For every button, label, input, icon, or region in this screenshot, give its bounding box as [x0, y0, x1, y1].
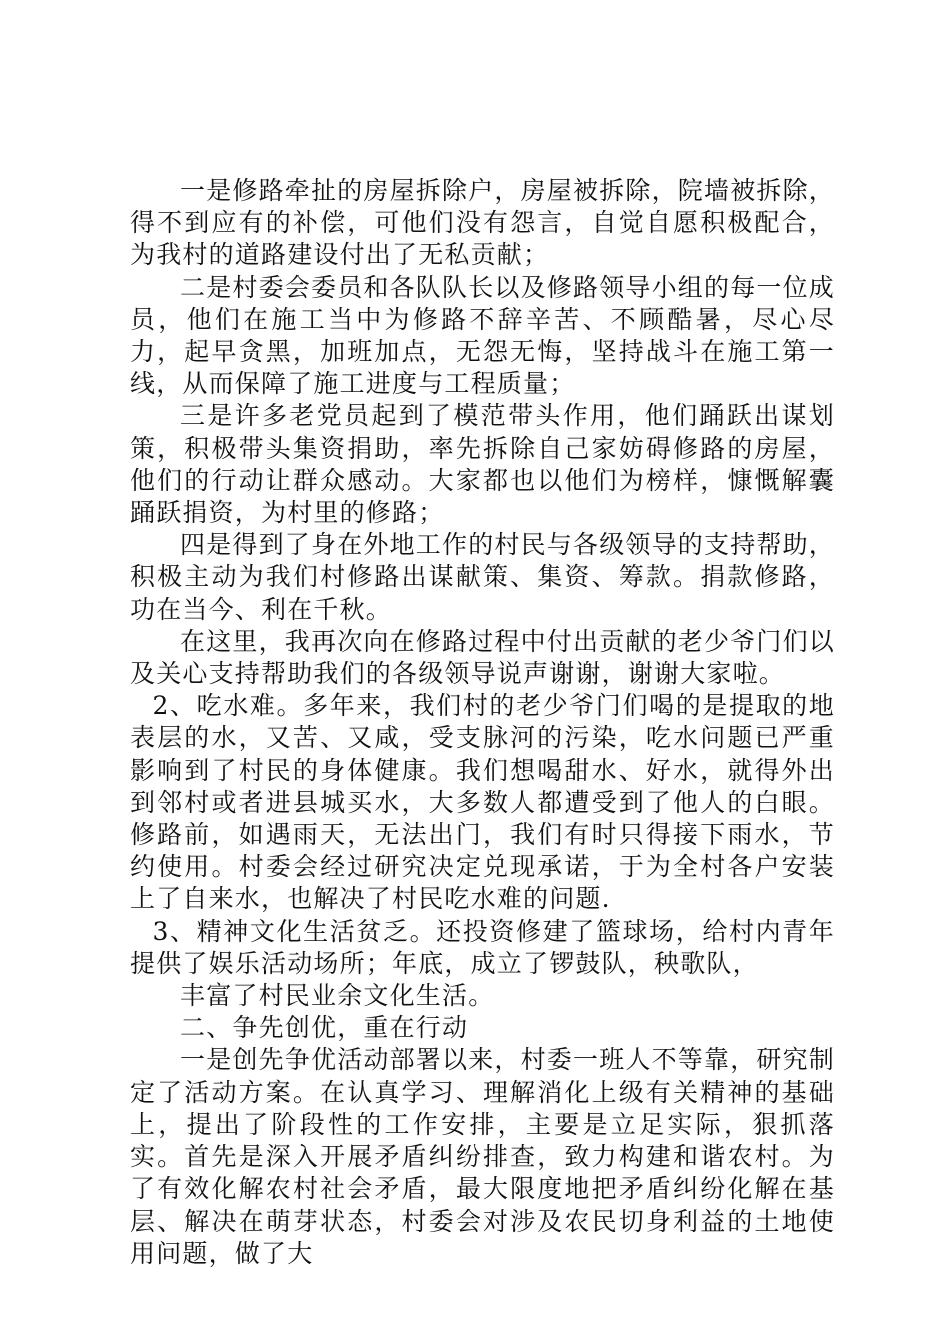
paragraph-5: 在这里，我再次向在修路过程中付出贡献的老少爷门们以及关心支持帮助我们的各级领导说声谢谢，谢谢大家啦。: [130, 626, 836, 689]
paragraph-9: 一是创先争优活动部署以来，村委一班人不等靠，研究制定了活动方案。在认真学习、理解消化上级有关精神的基础上，提出了阶段性的工作安排，主要是立足实际，狠抓落实。首先是深入开展矛盾纠纷排查，致力构建和谐农村。为了有效化解农村社会矛盾，最大限度地把矛盾纠纷化解在基层、解决在萌芽状态，村委会对涉及农民切身利益的土地使用问题，做了大: [130, 1045, 836, 1268]
paragraph-3: 三是许多老党员起到了模范带头作用，他们踊跃出谋划策，积极带头集资捐助，率先拆除自己家妨碍修路的房屋，他们的行动让群众感动。大家都也以他们为榜样，慷慨解囊踊跃捐资，为村里的修路；: [130, 401, 835, 528]
paragraph-4: 四是得到了身在外地工作的村民与各级领导的支持帮助，积极主动为我们村修路出谋献策、集资、筹款。捐款修路，功在当今、利在千秋。: [130, 530, 836, 624]
paragraph-8: 丰富了村民业余文化生活。: [180, 981, 495, 1011]
section-heading: 二、争先创优，重在行动: [180, 1013, 469, 1043]
document-body: [130, 175, 835, 1270]
paragraph-6: 2、吃水难。多年来，我们村的老少爷门们喝的是提取的地表层的水，又苦、又咸，受支脉河的污染，吃水问题已严重影响到了村民的身体健康。我们想喝甜水、好水，就得外出到邻村或者进县城买水，大多数人都遭受到了他人的白眼。修路前，如遇雨天，无法出门，我们有时只得接下雨水，节约使用。村委会经过研究决定兑现承诺，于为全村各户安装上了自来水，也解决了村民吃水难的问题.: [130, 691, 835, 914]
paragraph-1: 一是修路牵扯的房屋拆除户，房屋被拆除，院墙被拆除，得不到应有的补偿，可他们没有怨言，自觉自愿积极配合，为我村的道路建设付出了无私贡献；: [130, 176, 836, 270]
paragraph-7: 3、精神文化生活贫乏。还投资修建了篮球场，给村内青年提供了娱乐活动场所；年底，成立了锣鼓队，秧歌队，: [130, 916, 835, 978]
paragraph-2: 二是村委会委员和各队队长以及修路领导小组的每一位成员，他们在施工当中为修路不辞辛苦、不顾酷暑，尽心尽力，起早贪黑，加班加点，无怨无悔，坚持战斗在施工第一线，从而保障了施工进度与工程质量；: [130, 272, 836, 399]
